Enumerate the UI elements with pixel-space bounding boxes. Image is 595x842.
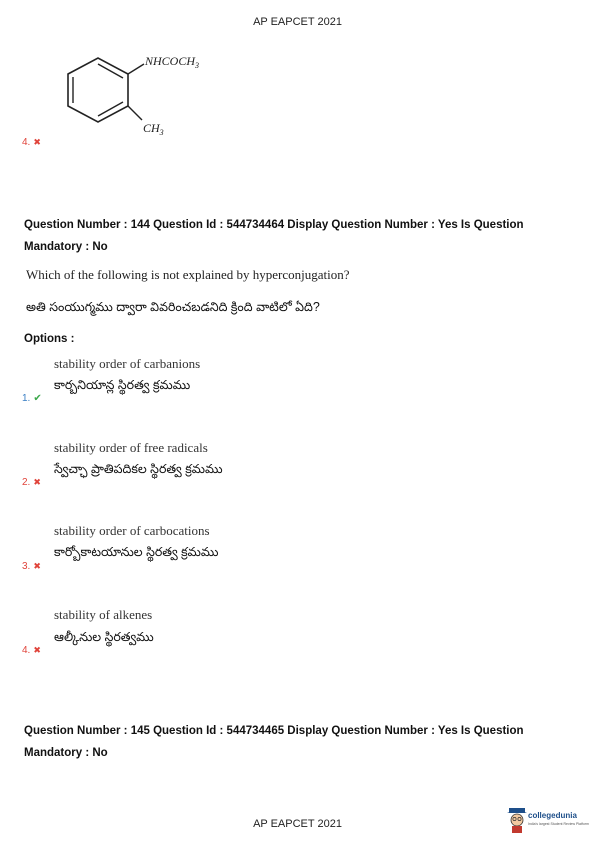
cross-icon: ✖	[33, 477, 41, 487]
svg-text:NHCOCH3	[144, 54, 199, 70]
check-icon: ✔	[33, 393, 42, 404]
option-2-text-te: స్వేచ్ఛా ప్రాతిపదికల స్థిరత్వ క్రమము	[54, 462, 223, 476]
logo-tagline: India's largest Student Review Platform	[528, 822, 589, 826]
substituent-top-subscript: 3	[195, 61, 200, 70]
option-3-text-en: stability order of carbocations	[54, 523, 210, 538]
cross-icon: ✖	[33, 645, 41, 655]
chemical-structure-image	[40, 40, 230, 145]
page-header: AP EAPCET 2021	[253, 16, 342, 28]
option-2-text-en: stability order of free radicals	[54, 440, 208, 455]
option-4-text-en: stability of alkenes	[54, 607, 153, 622]
substituent-bottom-subscript: 3	[159, 128, 164, 137]
substituent-bottom: CH	[143, 121, 160, 135]
prev-option-number: 4. ✖	[22, 137, 41, 148]
substituent-top: NHCOCH	[145, 54, 196, 68]
cross-icon: ✖	[33, 137, 41, 147]
page-footer: AP EAPCET 2021	[253, 818, 342, 830]
question-144-text-te: అతి సంయుగ్మము ద్వారా వివరించబడనిది క్రింది వాటిలో ఏది?	[26, 300, 320, 314]
option-1-number: 1. ✔	[22, 393, 42, 404]
svg-text:CH3	[143, 121, 164, 137]
option-4-text-te: ఆల్కీనుల స్థిరత్వము	[54, 630, 154, 644]
logo-wordmark: collegedunia	[528, 811, 577, 820]
question-145-meta-line2: Mandatory : No	[24, 747, 108, 759]
option-3-number: 3. ✖	[22, 561, 41, 572]
option-3-text-te: కార్బోకాటయానుల స్థిరత్వ క్రమము	[54, 545, 219, 559]
question-144-text-en: Which of the following is not explained by hyperconjugation?	[26, 267, 350, 282]
cross-icon: ✖	[33, 561, 41, 571]
option-1-text-en: stability order of carbanions	[54, 356, 201, 371]
options-label: Options :	[24, 333, 75, 345]
question-144-meta	[24, 214, 572, 258]
question-144-meta-line2: Mandatory : No	[24, 241, 108, 253]
question-145-meta	[24, 720, 572, 764]
question-144-meta-line1: Question Number : 144 Question Id : 544734464 Display Question Number : Yes Is Question	[24, 219, 524, 231]
question-145-meta-line1: Question Number : 145 Question Id : 544734465 Display Question Number : Yes Is Question	[24, 725, 524, 737]
option-2-number: 2. ✖	[22, 477, 41, 488]
collegedunia-logo-icon	[506, 806, 528, 834]
option-4-number: 4. ✖	[22, 645, 41, 656]
option-1-text-te: కార్బనియాన్ల స్థిరత్వ క్రమము	[54, 378, 191, 392]
